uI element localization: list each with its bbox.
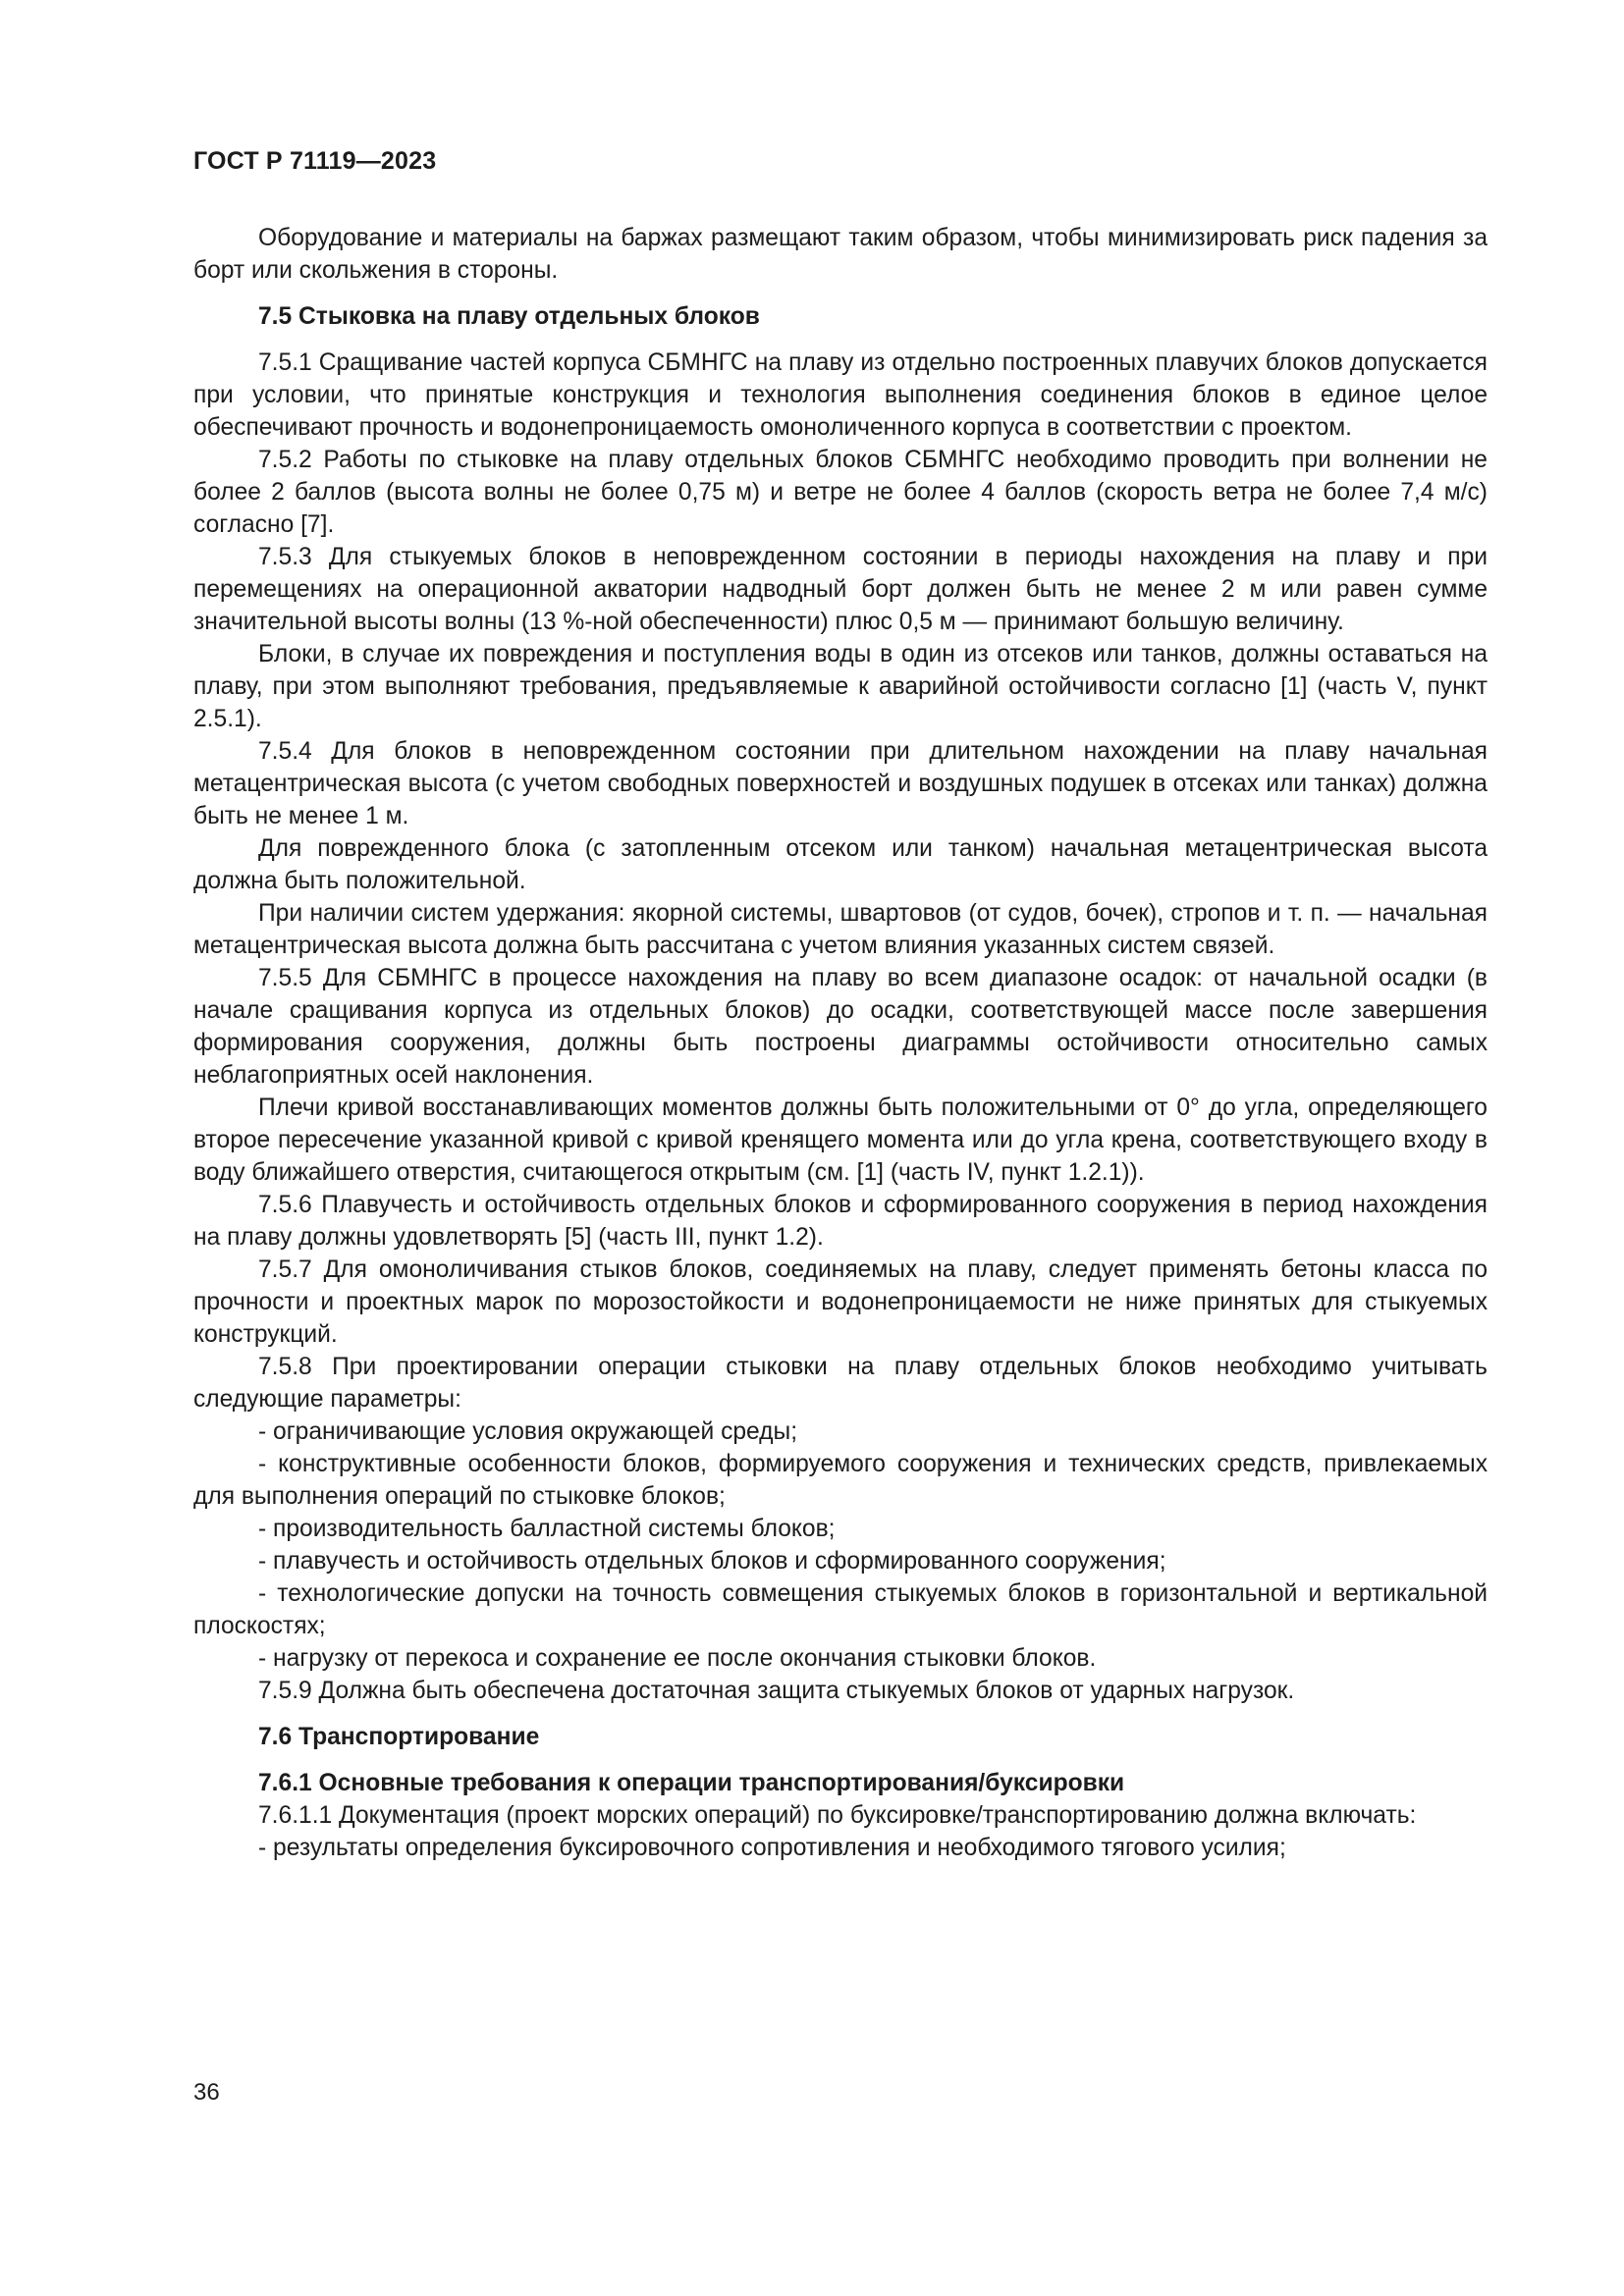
paragraph-7-5-5-righting-arms: Плечи кривой восстанавливающих моментов должны быть положительными от 0° до угла, определяющего второе пересечение указанной кривой с кривой кренящего момента или до угла крена, соответствующего входу в воду ближайшего отверстия, считающегося открытым (см. [1] (часть IV, пункт 1.2.1)). <box>193 1095 1488 1186</box>
list-item: - технологические допуски на точность совмещения стыкуемых блоков в горизонтальной и вертикальной плоскостях; <box>193 1580 1488 1639</box>
list-item: - результаты определения буксировочного сопротивления и необходимого тягового усилия; <box>258 1835 1286 1861</box>
section-heading-7-5: 7.5 Стыковка на плаву отдельных блоков <box>258 303 760 330</box>
list-item: - производительность балластной системы блоков; <box>258 1516 836 1542</box>
paragraph-7-5-3-damaged-blocks: Блоки, в случае их повреждения и поступления воды в один из отсеков или танков, должны оставаться на плаву, при этом выполняют требования, предъявляемые к аварийной остойчивости согласно [1] (часть V, пункт 2.5.1). <box>193 641 1488 732</box>
list-item: - плавучесть и остойчивость отдельных блоков и сформированного сооружения; <box>258 1548 1166 1575</box>
paragraph-7-5-4-holding-systems: При наличии систем удержания: якорной системы, швартовов (от судов, бочек), стропов и т. п. — начальная метацентрическая высота должна быть рассчитана с учетом влияния указанных систем связей. <box>193 900 1488 959</box>
document-code-header: ГОСТ Р 71119—2023 <box>193 147 437 175</box>
list-item: - конструктивные особенности блоков, формируемого сооружения и технических средств, привлекаемых для выполнения операций по стыковке блоков; <box>193 1451 1488 1510</box>
paragraph-7-5-8: 7.5.8 При проектировании операции стыковки на плаву отдельных блоков необходимо учитывать следующие параметры: <box>193 1354 1488 1413</box>
paragraph-7-5-6: 7.5.6 Плавучесть и остойчивость отдельных блоков и сформированного сооружения в период нахождения на плаву должны удовлетворять [5] (часть III, пункт 1.2). <box>193 1192 1488 1251</box>
paragraph-7-5-5: 7.5.5 Для СБМНГС в процессе нахождения на плаву во всем диапазоне осадок: от начальной осадки (в начале сращивания корпуса из отдельных блоков) до осадки, соответствующей массе после завершения формирования сооружения, должны быть построены диаграммы остойчивости относительно самых неблагоприятных осей наклонения. <box>193 965 1488 1089</box>
list-item: - нагрузку от перекоса и сохранение ее после окончания стыковки блоков. <box>258 1645 1097 1672</box>
paragraph-7-5-2: 7.5.2 Работы по стыковке на плаву отдельных блоков СБМНГС необходимо проводить при волнении не более 2 баллов (высота волны не более 0,75 м) и ветре не более 4 баллов (скорость ветра не более 7,4 м/с) согласно [7]. <box>193 447 1488 538</box>
paragraph-7-5-4-damaged-block: Для поврежденного блока (с затопленным отсеком или танком) начальная метацентрическая высота должна быть положительной. <box>193 835 1488 894</box>
paragraph-7-5-1: 7.5.1 Сращивание частей корпуса СБМНГС на плаву из отдельно построенных плавучих блоков допускается при условии, что принятые конструкция и технология выполнения соединения блоков в единое целое обеспечивают прочность и водонепроницаемость омоноличенного корпуса в соответствии с проектом. <box>193 349 1488 441</box>
paragraph-7-5-4: 7.5.4 Для блоков в неповрежденном состоянии при длительном нахождении на плаву начальная метацентрическая высота (с учетом свободных поверхностей и воздушных подушек в отсеках или танках) должна быть не менее 1 м. <box>193 738 1488 829</box>
section-heading-7-6: 7.6 Транспортирование <box>258 1724 540 1750</box>
paragraph-intro: Оборудование и материалы на баржах размещают таким образом, чтобы минимизировать риск падения за борт или скольжения в стороны. <box>193 225 1488 284</box>
paragraph-7-6-1-1: 7.6.1.1 Документация (проект морских операций) по буксировке/транспортированию должна включать: <box>258 1802 1417 1829</box>
page-number: 36 <box>193 2079 220 2106</box>
list-item: - ограничивающие условия окружающей среды; <box>258 1418 798 1445</box>
document-body <box>193 222 1488 1864</box>
paragraph-7-5-7: 7.5.7 Для омоноличивания стыков блоков, соединяемых на плаву, следует применять бетоны класса по прочности и проектных марок по морозостойкости и водонепроницаемости не ниже принятых для стыкуемых конструкций. <box>193 1256 1488 1348</box>
paragraph-7-5-9: 7.5.9 Должна быть обеспечена достаточная защита стыкуемых блоков от ударных нагрузок. <box>258 1678 1295 1704</box>
paragraph-7-5-3: 7.5.3 Для стыкуемых блоков в неповрежденном состоянии в периоды нахождения на плаву и при перемещениях на операционной акватории надводный борт должен быть не менее 2 м или равен сумме значительной высоты волны (13 %-ной обеспеченности) плюс 0,5 м — принимают большую величину. <box>193 544 1488 635</box>
subsection-heading-7-6-1: 7.6.1 Основные требования к операции транспортирования/буксировки <box>258 1770 1125 1796</box>
